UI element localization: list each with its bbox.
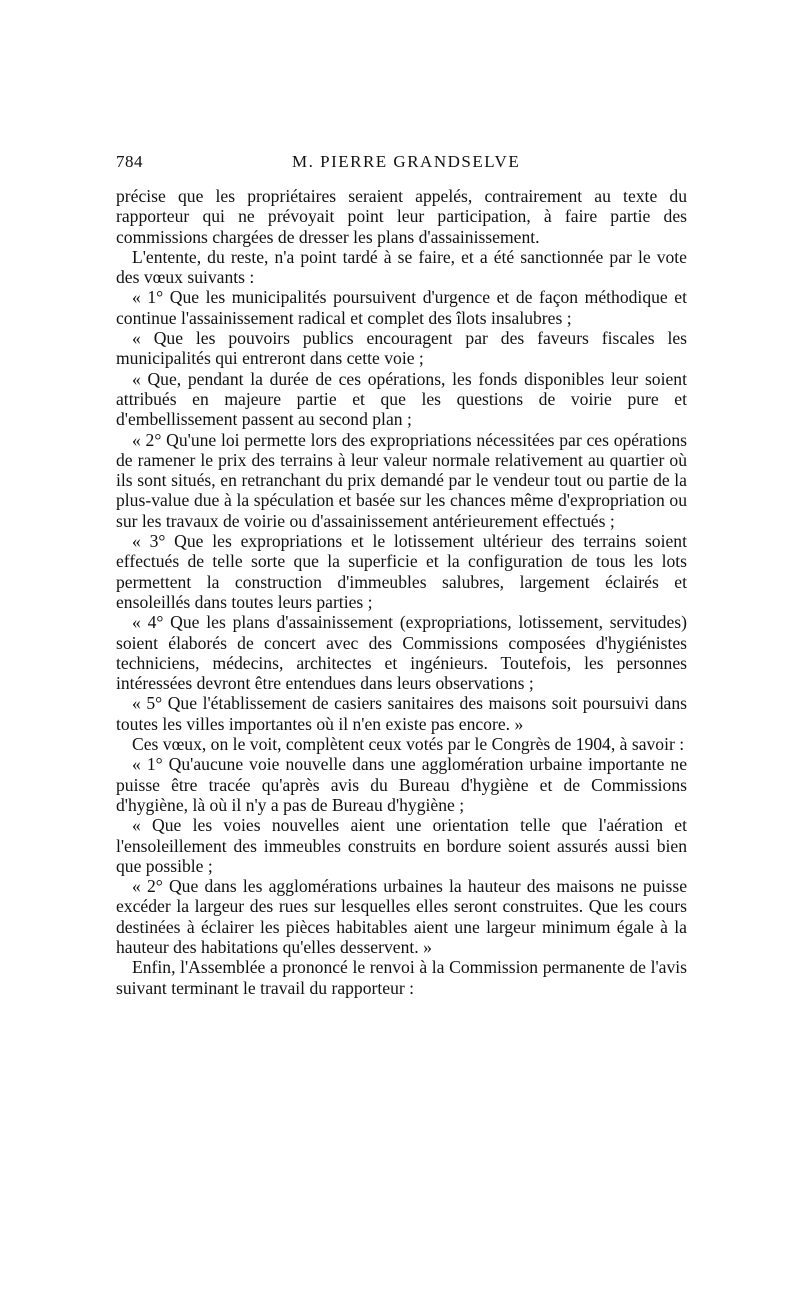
paragraph: L'entente, du reste, n'a point tardé à se faire, et a été sanctionnée par le vote des vœux suivants : [116,246,687,288]
paragraph: Ces vœux, on le voit, complètent ceux votés par le Congrès de 1904, à savoir : [132,734,685,755]
paragraph: « 2° Que dans les agglomérations urbaines la hauteur des maisons ne puisse excéder la largeur des rues sur lesquelles elles seront construites. Que les cours destinées à éclairer les pièces habitables aient une largeur minimum égale à la hauteur des habitations qu'elles desservent. » [116,876,687,957]
paragraph: « 3° Que les expropriations et le lotissement ultérieur des terrains soient effectués de telle sorte que la superficie et la configuration de tous les lots permettent la construction d'immeubles salubres, largement éclairés et ensoleillés dans toutes leurs parties ; [116,531,687,612]
paragraph: précise que les propriétaires seraient appelés, contrairement au texte du rapporteur qui ne prévoyait point leur participation, à faire partie des commissions chargées de dresser les plans d'assainissement. [116,186,687,247]
paragraph: « 4° Que les plans d'assainissement (expropriations, lotissement, servitudes) soient élaborés de concert avec des Commissions composées d'hygiénistes techniciens, médecins, architectes et ingénieurs. Toutefois, les personnes intéressées devront être entendues dans leurs observations ; [116,612,687,694]
paragraph: « 1° Que les municipalités poursuivent d'urgence et de façon méthodique et continue l'assainissement radical et complet des îlots insalubres ; [116,287,687,328]
paragraph: « Que les voies nouvelles aient une orientation telle que l'aération et l'ensoleillement des immeubles construits en bordure soient assurés aussi bien que possible ; [116,815,687,876]
paragraph: « 2° Qu'une loi permette lors des expropriations nécessitées par ces opérations de ramener le prix des terrains à leur valeur normale relativement au quartier où ils sont situés, en retranchant du prix demandé par le vendeur tout ou partie de la plus-value due à la spéculation et basée sur les chances même d'expropriation ou sur les travaux de voirie ou d'assainissement antérieurement effectués ; [116,429,687,531]
paragraph: « 5° Que l'établissement de casiers sanitaires des maisons soit poursuivi dans toutes les villes importantes où il n'en existe pas encore. » [116,693,687,734]
paragraph: « Que les pouvoirs publics encouragent par des faveurs fiscales les municipalités qui entreront dans cette voie ; [116,328,687,369]
paragraph: « Que, pendant la durée de ces opérations, les fonds disponibles leur soient attribués en majeure partie et que les questions de voirie pure et d'embellissement passent au second plan ; [116,368,687,430]
page-header [116,152,686,176]
running-title: M. PIERRE GRANDSELVE [292,152,521,171]
page-number: 784 [116,152,143,171]
paragraph: « 1° Qu'aucune voie nouvelle dans une agglomération urbaine importante ne puisse être tracée qu'après avis du Bureau d'hygiène et de Commissions d'hygiène, là où il n'y a pas de Bureau d'hygiène ; [116,754,687,815]
body-text [116,186,687,998]
paragraph: Enfin, l'Assemblée a prononcé le renvoi à la Commission permanente de l'avis suivant terminant le travail du rapporteur : [116,957,687,998]
